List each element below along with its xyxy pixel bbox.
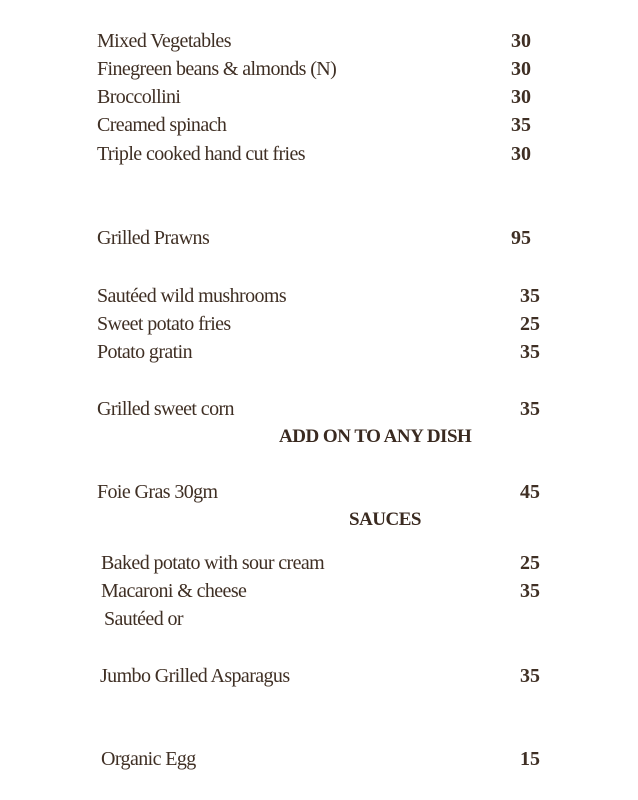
menu-item [97, 111, 537, 139]
menu-item [101, 549, 547, 577]
menu-item-price: 35 [520, 580, 540, 602]
menu-item [101, 577, 547, 605]
menu-item-price: 30 [511, 143, 531, 165]
menu-item-name: Mixed Vegetables [97, 30, 231, 52]
menu-item-price: 35 [520, 665, 540, 687]
menu-item [97, 310, 547, 338]
menu-item [104, 605, 404, 633]
menu-item [97, 83, 537, 111]
menu-item-price: 35 [520, 341, 540, 363]
menu-item-name: Triple cooked hand cut fries [97, 143, 305, 165]
section-heading-add-on: ADD ON TO ANY DISH [279, 426, 472, 447]
menu-item-name: Sautéed or [104, 608, 183, 630]
menu-item-name: Baked potato with sour cream [101, 552, 325, 574]
menu-item-name: Sweet potato fries [97, 313, 231, 335]
menu-item-price: 35 [511, 114, 531, 136]
menu-item-name: Sautéed wild mushrooms [97, 285, 287, 307]
menu-item-name: Grilled Prawns [97, 227, 210, 249]
menu-item [97, 338, 547, 366]
menu-item-price: 30 [511, 86, 531, 108]
menu-item-name: Grilled sweet corn [97, 398, 234, 420]
menu-item-name: Potato gratin [97, 341, 192, 363]
menu-item-name: Macaroni & cheese [101, 580, 247, 602]
menu-item-name: Foie Gras 30gm [97, 481, 218, 503]
menu-item-name: Broccollini [97, 86, 181, 108]
menu-item-price: 95 [511, 227, 531, 249]
section-heading-sauces: SAUCES [349, 509, 421, 530]
menu-item [97, 27, 537, 55]
menu-item-name: Jumbo Grilled Asparagus [100, 665, 290, 687]
menu-item-price: 15 [520, 748, 540, 770]
menu-item [97, 140, 537, 168]
menu-item-price: 25 [520, 313, 540, 335]
menu-item-name: Creamed spinach [97, 114, 227, 136]
menu-item [97, 395, 547, 423]
menu-item [101, 745, 547, 773]
menu-item-price: 35 [520, 398, 540, 420]
menu-item-price: 30 [511, 58, 531, 80]
menu-item [97, 224, 537, 252]
menu-item-price: 45 [520, 481, 540, 503]
menu-item-name: Organic Egg [101, 748, 196, 770]
menu-item [97, 282, 547, 310]
menu-item-price: 25 [520, 552, 540, 574]
menu-item-price: 30 [511, 30, 531, 52]
menu-item-name: Finegreen beans & almonds (N) [97, 58, 337, 80]
menu-item [97, 478, 547, 506]
menu-item [97, 55, 537, 83]
menu-item-price: 35 [520, 285, 540, 307]
menu-item [100, 662, 547, 690]
